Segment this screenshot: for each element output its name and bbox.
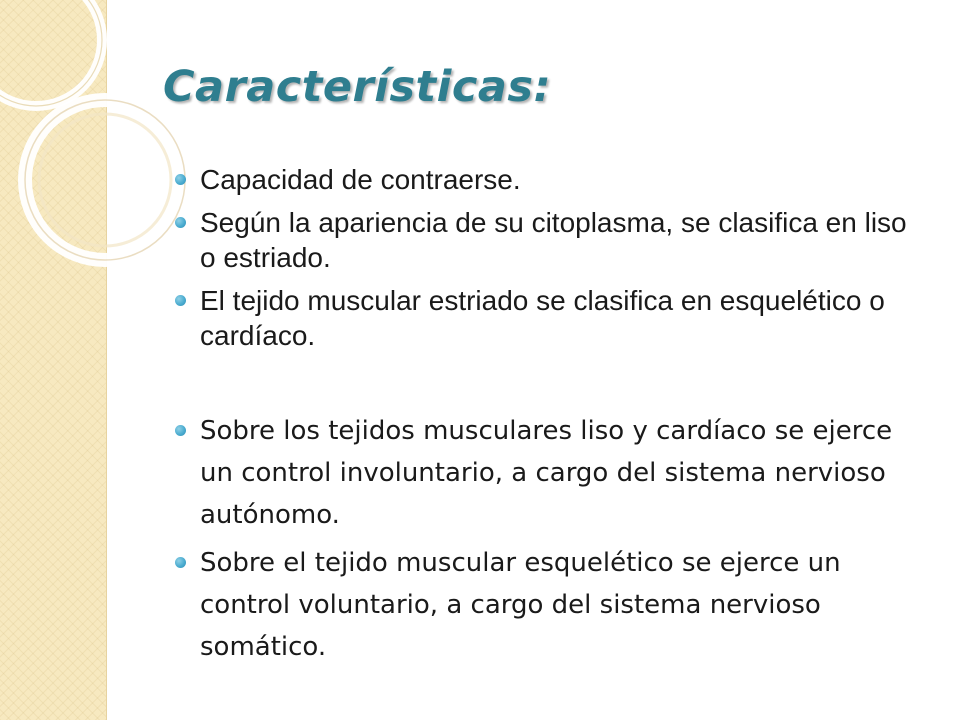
bullet-list-primary	[172, 162, 917, 363]
bullet-text: Según la apariencia de su citoplasma, se clasifica en liso o estriado.	[200, 207, 907, 273]
bullet-item	[172, 283, 917, 353]
bullet-dot-icon	[175, 295, 186, 306]
bullet-dot-icon	[175, 425, 186, 436]
bullet-text: Capacidad de contraerse.	[200, 164, 521, 195]
bullet-text: Sobre el tejido muscular esquelético se ejerce un control voluntario, a cargo del sistema nervioso somático.	[200, 548, 841, 662]
bullet-item	[172, 410, 917, 536]
bullet-item	[172, 162, 917, 197]
bullet-dot-icon	[175, 217, 186, 228]
slide-title: Características:	[163, 62, 552, 112]
bullet-item	[172, 205, 917, 275]
bullet-dot-icon	[175, 557, 186, 568]
bullet-text: Sobre los tejidos musculares liso y cardíaco se ejerce un control involuntario, a cargo del sistema nervioso autónomo.	[200, 416, 893, 530]
bullet-text: El tejido muscular estriado se clasifica en esquelético o cardíaco.	[200, 285, 885, 351]
bullet-list-secondary	[172, 410, 917, 668]
bullet-item	[172, 542, 917, 668]
bullet-dot-icon	[175, 174, 186, 185]
